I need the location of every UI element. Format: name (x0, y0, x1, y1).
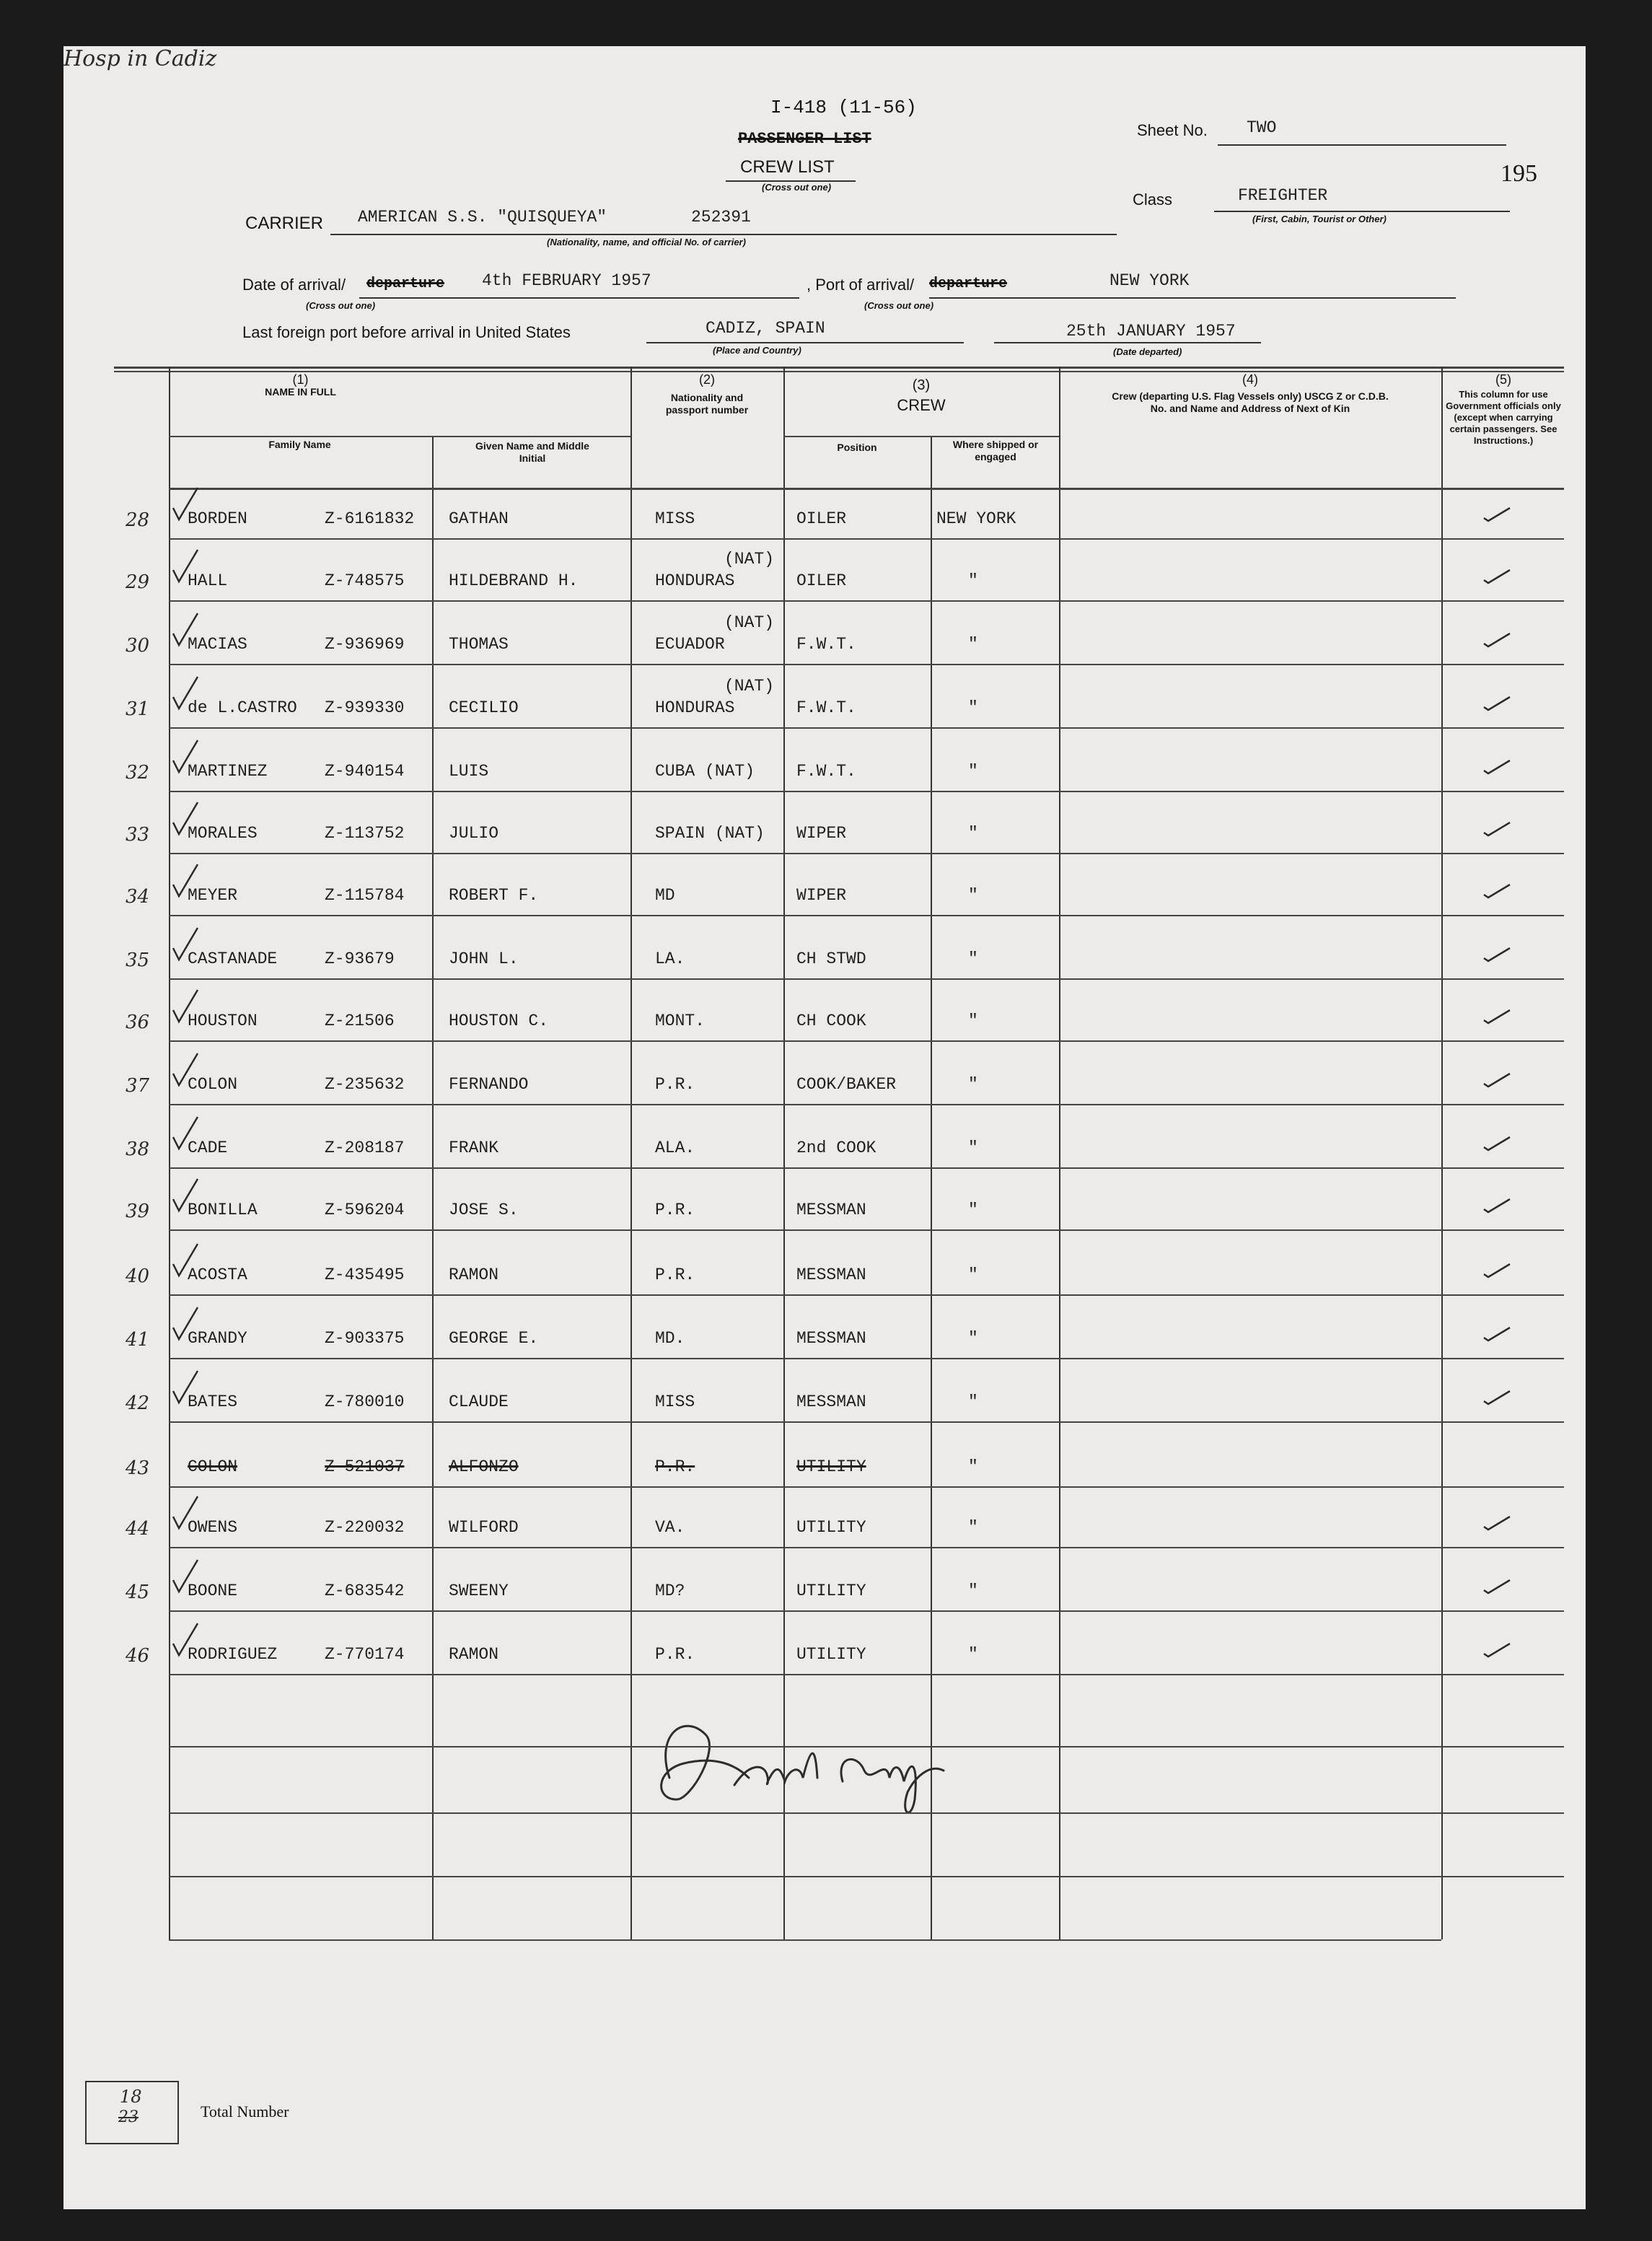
col4-header: (4) Crew (departing U.S. Flag Vessels only) USCG Z or C.D.B. No. and Name and Address of Next of Kin (1112, 372, 1389, 414)
row-number: 35 (126, 950, 150, 971)
carrier-number: 252391 (691, 208, 751, 227)
row-number: 32 (126, 762, 150, 784)
tick-mark-icon (172, 1242, 201, 1279)
position: COOK/BAKER (796, 1075, 897, 1094)
check-mark-icon (1481, 1325, 1513, 1342)
nationality: MD (655, 886, 675, 905)
check-mark-icon (1481, 1134, 1513, 1152)
nationality: MONT. (655, 1012, 706, 1030)
position: F.W.T. (796, 762, 856, 781)
given-name: RAMON (449, 1266, 499, 1284)
where-shipped: " (968, 635, 978, 654)
where-shipped: " (968, 1518, 978, 1537)
nationality: MISS (655, 1393, 695, 1411)
z-number: Z-780010 (325, 1393, 405, 1411)
position: CH COOK (796, 1012, 866, 1030)
position: WIPER (796, 824, 847, 843)
where-shipped: " (968, 1393, 978, 1411)
tick-mark-icon (172, 1052, 201, 1088)
given-name: ROBERT F. (449, 886, 539, 905)
where-shipped: " (968, 1645, 978, 1664)
departed-value: 25th JANUARY 1957 (1066, 322, 1236, 341)
check-mark-icon (1481, 1007, 1513, 1025)
where-shipped: " (968, 824, 978, 843)
tick-mark-icon (172, 988, 201, 1025)
family-name: MORALES (188, 824, 258, 843)
where-shipped: " (968, 698, 978, 717)
col3-where-header: Where shipped or engaged (952, 439, 1039, 462)
given-name: THOMAS (449, 635, 509, 654)
nationality: SPAIN (NAT) (655, 824, 765, 843)
z-number: Z-936969 (325, 635, 405, 654)
position: OILER (796, 571, 847, 590)
position: 2nd COOK (796, 1139, 876, 1157)
carrier-note: (Nationality, name, and official No. of carrier) (547, 237, 746, 247)
tick-mark-icon (172, 1622, 201, 1658)
given-name: WILFORD (449, 1518, 519, 1537)
next-of-kin-note: Hosp in Cadiz (63, 46, 217, 71)
nationality-note: (NAT) (724, 550, 775, 569)
tick-mark-icon (172, 1495, 201, 1531)
z-number: Z-235632 (325, 1075, 405, 1094)
class-label: Class (1133, 190, 1173, 209)
tick-mark-icon (172, 1558, 201, 1595)
check-mark-icon (1481, 820, 1513, 837)
nationality: ALA. (655, 1139, 695, 1157)
class-note: (First, Cabin, Tourist or Other) (1252, 214, 1387, 224)
position: CH STWD (796, 950, 866, 968)
col5-header: (5) This column for use Government officials only (except when carrying certain passengers. See Instructions.) (1446, 372, 1561, 446)
z-number: Z-748575 (325, 571, 405, 590)
nationality: CUBA (NAT) (655, 762, 755, 781)
z-number: Z-683542 (325, 1582, 405, 1600)
family-name: HOUSTON (188, 1012, 258, 1030)
master-signature (626, 1691, 1001, 1836)
sheet-value: TWO (1247, 118, 1277, 137)
position: MESSMAN (796, 1201, 866, 1219)
tick-mark-icon (172, 486, 201, 522)
row-number: 37 (126, 1075, 150, 1097)
nationality-note: (NAT) (724, 677, 775, 696)
given-name: CLAUDE (449, 1393, 509, 1411)
where-shipped: " (968, 1139, 978, 1157)
row-number: 34 (126, 886, 150, 908)
check-mark-icon (1481, 631, 1513, 648)
col3-position-header: Position (837, 442, 877, 453)
check-mark-icon (1481, 505, 1513, 522)
tick-mark-icon (172, 801, 201, 837)
total-box: 18 23 (85, 2081, 179, 2144)
given-name: CECILIO (449, 698, 519, 717)
family-name: MEYER (188, 886, 238, 905)
z-number: Z-115784 (325, 886, 405, 905)
position: MESSMAN (796, 1329, 866, 1348)
family-name: MARTINEZ (188, 762, 268, 781)
arrival-note: (Cross out one) (306, 300, 376, 311)
crew-list-title: CREW LIST (740, 157, 835, 177)
family-name: RODRIGUEZ (188, 1645, 278, 1664)
where-shipped: " (968, 950, 978, 968)
check-mark-icon (1481, 1577, 1513, 1595)
z-number: Z-903375 (325, 1329, 405, 1348)
nationality: P.R. (655, 1645, 695, 1664)
family-name: HALL (188, 571, 228, 590)
port-struck: departure (929, 276, 1008, 292)
family-name: COLON (188, 1457, 238, 1476)
passenger-list-title-struck: PASSENGER LIST (738, 130, 871, 148)
title-note: (Cross out one) (762, 182, 832, 193)
nationality: MISS (655, 509, 695, 528)
given-name: HILDEBRAND H. (449, 571, 579, 590)
family-name: MACIAS (188, 635, 247, 654)
given-name: JOHN L. (449, 950, 519, 968)
nationality: LA. (655, 950, 685, 968)
check-mark-icon (1481, 567, 1513, 584)
where-shipped: " (968, 1075, 978, 1094)
position: F.W.T. (796, 635, 856, 654)
z-number: Z-940154 (325, 762, 405, 781)
col1-header: (1) NAME IN FULL (265, 372, 336, 398)
tick-mark-icon (172, 1306, 201, 1342)
family-name: ACOSTA (188, 1266, 247, 1284)
z-number: Z-596204 (325, 1201, 405, 1219)
arrival-label: Date of arrival/ (242, 276, 346, 294)
nationality: ECUADOR (655, 635, 725, 654)
where-shipped: " (968, 762, 978, 781)
tick-mark-icon (172, 863, 201, 899)
where-shipped: " (968, 1582, 978, 1600)
lastport-value: CADIZ, SPAIN (706, 319, 825, 338)
tick-mark-icon (172, 739, 201, 775)
position: UTILITY (796, 1518, 866, 1537)
row-number: 43 (126, 1457, 150, 1479)
col3-header: (3) CREW (897, 377, 946, 414)
lastport-note: (Place and Country) (713, 345, 801, 356)
z-number: Z-521037 (325, 1457, 405, 1476)
carrier-label: CARRIER (245, 214, 324, 233)
position: MESSMAN (796, 1266, 866, 1284)
nationality: MD? (655, 1582, 685, 1600)
row-number: 45 (126, 1582, 150, 1603)
tick-mark-icon (172, 548, 201, 584)
class-value: FREIGHTER (1238, 186, 1328, 205)
nationality: VA. (655, 1518, 685, 1537)
where-shipped: " (968, 571, 978, 590)
nationality: MD. (655, 1329, 685, 1348)
row-number: 39 (126, 1201, 150, 1222)
arrival-value: 4th FEBRUARY 1957 (482, 271, 651, 290)
port-value: NEW YORK (1110, 271, 1190, 290)
where-shipped: " (968, 1266, 978, 1284)
check-mark-icon (1481, 945, 1513, 962)
z-number: Z-939330 (325, 698, 405, 717)
row-number: 40 (126, 1266, 150, 1287)
row-number: 44 (126, 1518, 150, 1540)
position: UTILITY (796, 1457, 866, 1476)
nationality: P.R. (655, 1201, 695, 1219)
tick-mark-icon (172, 926, 201, 962)
nationality-note: (NAT) (724, 613, 775, 632)
position: WIPER (796, 886, 847, 905)
nationality: P.R. (655, 1266, 695, 1284)
tick-mark-icon (172, 1177, 201, 1214)
check-mark-icon (1481, 1071, 1513, 1088)
z-number: Z-435495 (325, 1266, 405, 1284)
z-number: Z-113752 (325, 824, 405, 843)
tick-mark-icon (172, 612, 201, 648)
family-name: BOONE (188, 1582, 238, 1600)
position: UTILITY (796, 1645, 866, 1664)
row-number: 38 (126, 1139, 150, 1160)
given-name: FRANK (449, 1139, 499, 1157)
given-name: GATHAN (449, 509, 509, 528)
check-mark-icon (1481, 694, 1513, 711)
arrival-struck: departure (366, 276, 445, 292)
tick-mark-icon (172, 1115, 201, 1152)
check-mark-icon (1481, 1388, 1513, 1405)
position: MESSMAN (796, 1393, 866, 1411)
port-note: (Cross out one) (864, 300, 934, 311)
row-number: 28 (126, 509, 150, 531)
nationality: P.R. (655, 1075, 695, 1094)
carrier-value: AMERICAN S.S. "QUISQUEYA" (358, 208, 607, 227)
where-shipped: " (968, 1012, 978, 1030)
position: UTILITY (796, 1582, 866, 1600)
family-name: CASTANADE (188, 950, 278, 968)
family-name: COLON (188, 1075, 238, 1094)
row-number: 46 (126, 1645, 150, 1667)
crew-list-form (63, 46, 1586, 2209)
z-number: Z-21506 (325, 1012, 395, 1030)
where-shipped: " (968, 1201, 978, 1219)
row-number: 36 (126, 1012, 150, 1033)
where-shipped: NEW YORK (936, 509, 1016, 528)
tick-mark-icon (172, 1369, 201, 1405)
given-name: ALFONZO (449, 1457, 519, 1476)
col1-family-header: Family Name (268, 439, 331, 450)
row-number: 29 (126, 571, 150, 593)
where-shipped: " (968, 1457, 978, 1476)
nationality: P.R. (655, 1457, 695, 1476)
given-name: LUIS (449, 762, 489, 781)
z-number: Z-220032 (325, 1518, 405, 1537)
where-shipped: " (968, 886, 978, 905)
check-mark-icon (1481, 1196, 1513, 1214)
position: OILER (796, 509, 847, 528)
given-name: HOUSTON C. (449, 1012, 549, 1030)
row-number: 33 (126, 824, 150, 846)
given-name: JULIO (449, 824, 499, 843)
position: F.W.T. (796, 698, 856, 717)
row-number: 42 (126, 1393, 150, 1414)
nationality: HONDURAS (655, 698, 735, 717)
where-shipped: " (968, 1329, 978, 1348)
check-mark-icon (1481, 1514, 1513, 1531)
form-number: I-418 (11-56) (770, 97, 917, 118)
tick-mark-icon (172, 675, 201, 711)
check-mark-icon (1481, 882, 1513, 899)
page-number: 195 (1501, 160, 1537, 187)
z-number: Z-770174 (325, 1645, 405, 1664)
family-name: de L.CASTRO (188, 698, 297, 717)
lastport-label: Last foreign port before arrival in United States (242, 323, 571, 341)
family-name: BATES (188, 1393, 238, 1411)
given-name: SWEENY (449, 1582, 509, 1600)
row-number: 41 (126, 1329, 150, 1351)
check-mark-icon (1481, 758, 1513, 775)
row-number: 30 (126, 635, 150, 657)
total-label: Total Number (201, 2102, 289, 2121)
given-name: GEORGE E. (449, 1329, 539, 1348)
family-name: BONILLA (188, 1201, 258, 1219)
departed-note: (Date departed) (1113, 346, 1182, 357)
sheet-label: Sheet No. (1137, 121, 1208, 139)
family-name: OWENS (188, 1518, 238, 1537)
given-name: FERNANDO (449, 1075, 529, 1094)
col1-given-header: Given Name and Middle Initial (475, 440, 589, 464)
nationality: HONDURAS (655, 571, 735, 590)
family-name: CADE (188, 1139, 228, 1157)
family-name: GRANDY (188, 1329, 247, 1348)
z-number: Z-208187 (325, 1139, 405, 1157)
check-mark-icon (1481, 1261, 1513, 1279)
z-number: Z-6161832 (325, 509, 415, 528)
given-name: RAMON (449, 1645, 499, 1664)
z-number: Z-93679 (325, 950, 395, 968)
row-number: 31 (126, 698, 150, 720)
family-name: BORDEN (188, 509, 247, 528)
check-mark-icon (1481, 1641, 1513, 1658)
given-name: JOSE S. (449, 1201, 519, 1219)
port-label: , Port of arrival/ (807, 276, 915, 294)
col2-header: (2) Nationality and passport number (665, 372, 749, 416)
